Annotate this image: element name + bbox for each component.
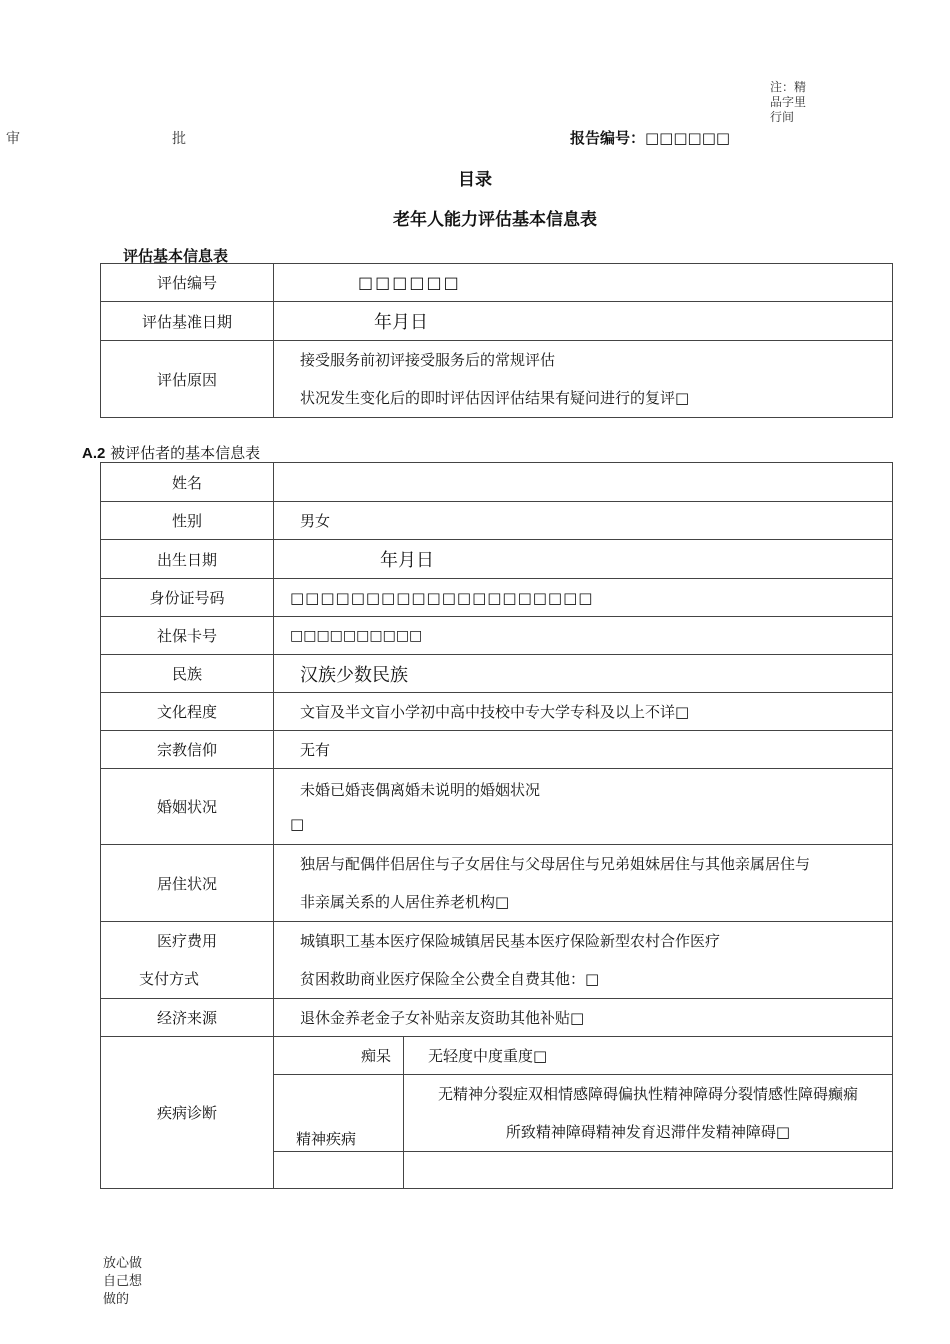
table-row <box>101 302 893 341</box>
table-row <box>101 463 893 502</box>
assessment-id-label: 评估编号 <box>101 264 274 302</box>
dementia-label: 痴呆 <box>274 1037 404 1075</box>
religion-value: 无有 <box>274 731 893 769</box>
mental-illness-label: 精神疾病 <box>274 1075 404 1152</box>
marital-label: 婚姻状况 <box>101 769 274 845</box>
empty-cell <box>274 1152 404 1189</box>
empty-cell <box>404 1152 893 1189</box>
living-label: 居住状况 <box>101 845 274 922</box>
assessment-reason-line1: 接受服务前初评接受服务后的常规评估 <box>300 351 556 369</box>
assessment-id-value: □□□□□□ <box>274 264 893 302</box>
dementia-value: 无轻度中度重度□ <box>404 1037 893 1075</box>
assessment-date-label: 评估基准日期 <box>101 302 274 341</box>
social-security-value: □□□□□□□□□□ <box>274 617 893 655</box>
income-label: 经济来源 <box>101 999 274 1037</box>
cut-text-mid: 批 <box>172 131 186 147</box>
table-row <box>101 693 893 731</box>
medical-label-line1: 医疗费用 <box>156 932 217 950</box>
religion-label: 宗教信仰 <box>101 731 274 769</box>
table-row <box>101 655 893 693</box>
table-row <box>101 264 893 302</box>
table-row <box>101 540 893 579</box>
table-row <box>101 845 893 922</box>
assessment-date-value: 年月日 <box>274 302 893 341</box>
education-label: 文化程度 <box>101 693 274 731</box>
table-row <box>101 341 893 418</box>
medical-label-line2: 支付方式 <box>138 970 199 988</box>
birth-date-value: 年月日 <box>274 540 893 579</box>
birth-date-label: 出生日期 <box>101 540 274 579</box>
living-line2: 非亲属关系的人居住养老机构□ <box>300 893 510 911</box>
medical-line1: 城镇职工基本医疗保险城镇居民基本医疗保险新型农村合作医疗 <box>300 932 721 950</box>
table-row <box>101 922 893 999</box>
name-value <box>274 463 893 502</box>
ethnicity-label: 民族 <box>101 655 274 693</box>
page-title: 老年人能力评估基本信息表 <box>393 210 597 230</box>
cut-text-left: 审 <box>6 131 20 147</box>
assessment-reason-line2: 状况发生变化后的即时评估因评估结果有疑问进行的复评□ <box>300 389 690 407</box>
table-row <box>101 731 893 769</box>
marital-line1: 未婚已婚丧偶离婚未说明的婚姻状况 <box>300 780 541 799</box>
education-value: 文盲及半文盲小学初中高中技校中专大学专科及以上不详□ <box>274 693 893 731</box>
income-value: 退休金养老金子女补贴亲友资助其他补贴□ <box>274 999 893 1037</box>
disease-label: 疾病诊断 <box>101 1037 274 1189</box>
ethnicity-value: 汉族少数民族 <box>274 655 893 693</box>
table-row <box>101 502 893 540</box>
report-number: 报告编号：□□□□□□ <box>570 129 731 147</box>
gender-value: 男女 <box>274 502 893 540</box>
footer-note: 放心做自己想做的 <box>103 1256 143 1307</box>
medical-line2: 贫困救助商业医疗保险全公费全自费其他：□ <box>300 970 600 988</box>
table-row <box>101 769 893 845</box>
mental-illness-line1: 无精神分裂症双相情感障碍偏执性精神障碍分裂情感性障碍癫痫 <box>437 1085 858 1103</box>
id-number-label: 身份证号码 <box>101 579 274 617</box>
living-line1: 独居与配偶伴侣居住与子女居住与父母居住与兄弟姐妹居住与其他亲属居住与 <box>300 855 811 873</box>
gender-label: 性别 <box>101 502 274 540</box>
table-row <box>101 1037 893 1075</box>
section2-number: A.2 <box>82 445 106 462</box>
subject-info-table <box>100 462 893 1189</box>
table-row <box>101 579 893 617</box>
mental-illness-line2: 所致精神障碍精神发育迟滞伴发精神障碍□ <box>505 1123 791 1141</box>
toc-heading: 目录 <box>458 170 492 190</box>
table-row <box>101 999 893 1037</box>
table-row <box>101 617 893 655</box>
section2-heading <box>82 442 260 463</box>
assessment-reason-label: 评估原因 <box>101 341 274 418</box>
marital-line2: □ <box>290 814 305 833</box>
id-number-value: □□□□□□□□□□□□□□□□□□□□ <box>274 579 893 617</box>
social-security-label: 社保卡号 <box>101 617 274 655</box>
assessment-info-table <box>100 263 893 418</box>
side-note: 注：精品字里行间 <box>770 80 807 124</box>
section2-title: 被评估者的基本信息表 <box>110 444 261 462</box>
name-label: 姓名 <box>101 463 274 502</box>
section1-heading: 评估基本信息表 <box>123 247 229 265</box>
